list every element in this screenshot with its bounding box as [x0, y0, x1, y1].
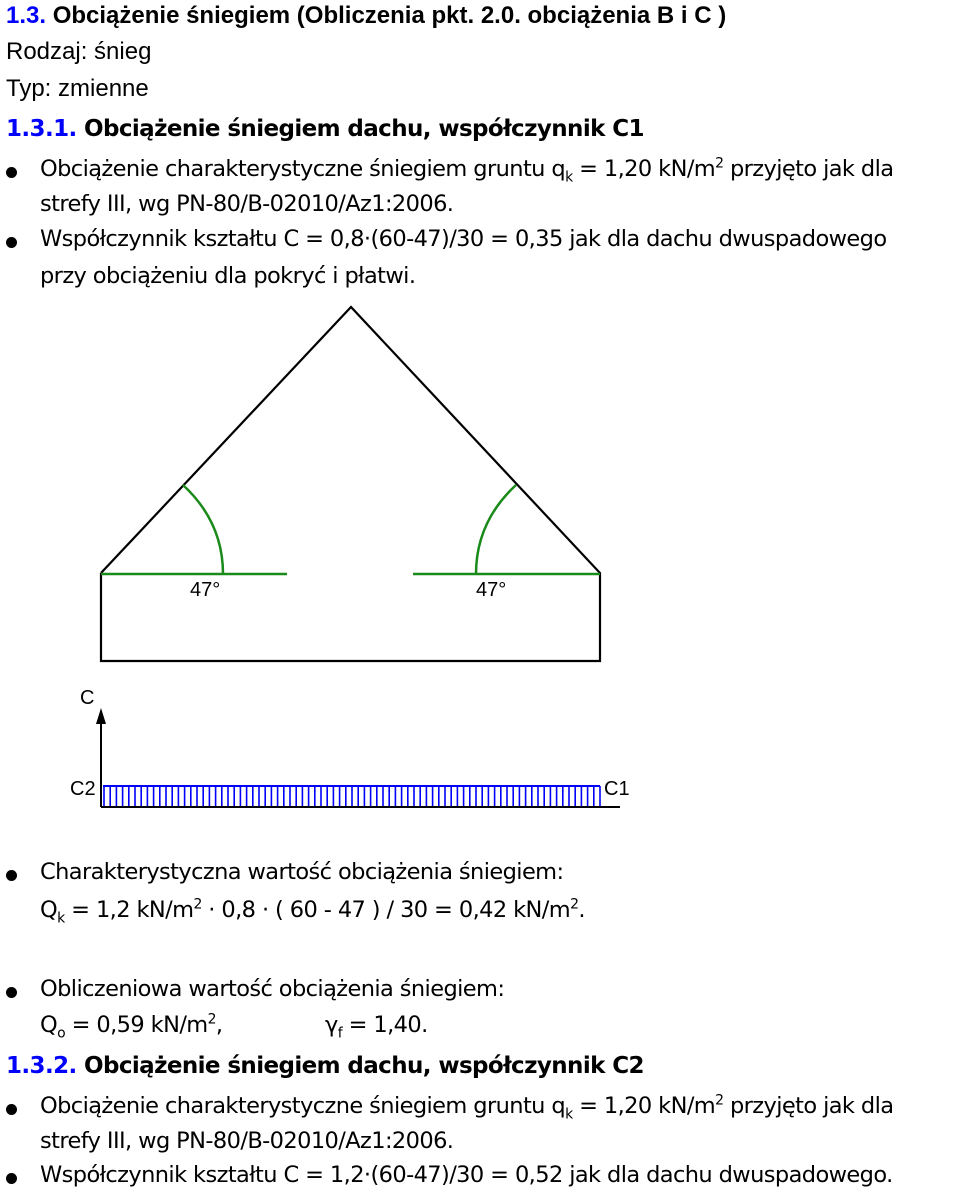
c-axis-arrow-icon [96, 708, 106, 724]
left-angle-arc [183, 485, 223, 574]
qk-ground-value: = 1,2 kN/m [64, 897, 194, 923]
qk-symbol: Q [40, 897, 58, 923]
c2-shape-coef-line1: Współczynnik kształtu C = 1,2·(60-47)/30 = 0,52 jak dla dachu dwuspadowego. [40, 1162, 893, 1188]
qk-unit-exponent: 2 [193, 896, 202, 913]
qk-expression: · 0,8 · ( 60 - 47 ) / 30 = 0,42 kN/m [201, 897, 571, 923]
c1-ground-load-value: = 1,20 kN/m [572, 156, 716, 182]
bullet-icon [6, 1104, 17, 1115]
c1-shape-coef-line1: Współczynnik kształtu C = 0,8·(60-47)/30 = 0,35 jak dla dachu dwuspadowego [40, 226, 887, 252]
angle-markers [101, 485, 600, 574]
c2-ground-load-tail: przyjęto jak dla [723, 1093, 894, 1119]
c2-unit-exponent: 2 [715, 1092, 724, 1109]
right-angle-label: 47° [476, 579, 507, 601]
roof-frame [101, 307, 600, 661]
subsection-c1-title: Obciążenie śniegiem dachu, współczynnik C1 [84, 116, 644, 142]
right-angle-arc [476, 485, 516, 574]
c2-label: C2 [70, 778, 96, 800]
c1-characteristic-formula [40, 896, 585, 927]
qo-value: = 0,59 kN/m [65, 1012, 208, 1038]
c1-label: C1 [604, 778, 630, 800]
kind-label: Rodzaj: śnieg [6, 38, 152, 65]
subsection-c2-heading [6, 1053, 644, 1079]
qo-unit-exponent: 2 [207, 1011, 216, 1028]
qo-comma: , [215, 1012, 223, 1038]
gamma-value: = 1,40. [342, 1012, 428, 1038]
c1-shape-coef-line2: przy obciążeniu dla pokryć i płatwi. [40, 263, 416, 289]
roof-outline [101, 307, 600, 661]
c2-qk-subscript: k [565, 1106, 573, 1123]
gamma-f-value [325, 1012, 428, 1042]
c2-ground-load-line1 [40, 1092, 894, 1123]
qk-subscript: k [57, 910, 65, 927]
type-label: Typ: zmienne [6, 75, 149, 102]
qk-period: . [578, 897, 585, 923]
qk-result-exponent: 2 [570, 896, 579, 913]
c1-ground-load-text: Obciążenie charakterystyczne śniegiem gruntu q [40, 156, 566, 182]
gamma-symbol: γ [325, 1012, 338, 1038]
gamma-subscript: f [337, 1025, 343, 1042]
left-angle-label: 47° [190, 579, 221, 601]
c1-characteristic-label: Charakterystyczna wartość obciążenia śniegiem: [40, 859, 564, 885]
c-axis-label: C [80, 687, 95, 709]
bullet-icon [6, 1173, 17, 1184]
snow-load-hatch [103, 786, 600, 806]
subsection-c2-number: 1.3.2. [6, 1053, 85, 1079]
section-number: 1.3. [6, 2, 53, 29]
c2-ground-load-line2: strefy III, wg PN-80/B-02010/Az1:2006. [40, 1128, 454, 1154]
c1-design-label: Obliczeniowa wartość obciążenia śniegiem: [40, 976, 505, 1002]
c1-ground-load-tail: przyjęto jak dla [723, 156, 894, 182]
c1-ground-load-line2: strefy III, wg PN-80/B-02010/Az1:2006. [40, 191, 454, 217]
qo-subscript: o [57, 1025, 66, 1042]
bullet-icon [6, 987, 17, 998]
qo-symbol: Q [40, 1012, 58, 1038]
c2-ground-load-value: = 1,20 kN/m [572, 1093, 716, 1119]
c2-ground-load-text: Obciążenie charakterystyczne śniegiem gruntu q [40, 1093, 566, 1119]
subsection-c2-title: Obciążenie śniegiem dachu, współczynnik C2 [84, 1053, 644, 1079]
c1-qk-subscript: k [565, 169, 573, 186]
section-title-text: Obciążenie śniegiem (Obliczenia pkt. 2.0. obciążenia B i C ) [52, 2, 727, 29]
c1-design-value [40, 1011, 223, 1042]
subsection-c1-number: 1.3.1. [6, 116, 85, 142]
bullet-icon [6, 870, 17, 881]
c1-unit-exponent: 2 [715, 155, 724, 172]
